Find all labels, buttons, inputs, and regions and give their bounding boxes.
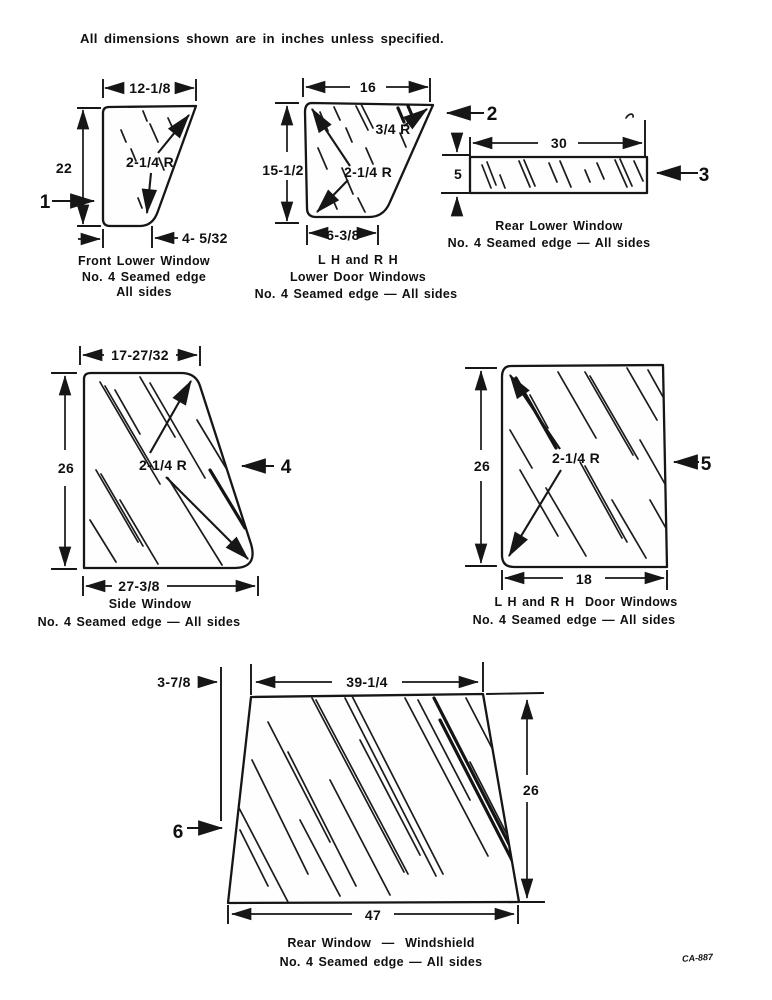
ink-smudge	[626, 114, 633, 118]
dim-width-top: 30	[550, 135, 568, 151]
dim-corner-radius: 2-1/4 R	[125, 154, 175, 170]
dim-corner-radius: 2-1/4 R	[551, 450, 601, 466]
dim-corner-radius-small: 3/4 R	[375, 121, 411, 137]
dim-height-right: 26	[522, 782, 540, 798]
callout-number: 5	[700, 454, 712, 475]
dim-corner-radius: 2-1/4 R	[343, 164, 393, 180]
dim-width-bottom: 18	[575, 571, 593, 587]
dim-width-bottom: 4- 5/32	[182, 230, 228, 246]
dim-corner-radius: 2-1/4 R	[138, 457, 188, 473]
dim-width-bottom: 27-3/8	[118, 578, 160, 594]
dim-height-left: 15-1/2	[262, 162, 304, 178]
figure-caption: No. 4 Seamed edge — All sides	[447, 236, 651, 250]
dim-width-top: 16	[359, 79, 377, 95]
figure-caption: Front Lower Window	[78, 254, 210, 268]
callout-number: 2	[486, 104, 498, 125]
figure-caption: All sides	[116, 285, 172, 299]
dim-height-left: 26	[473, 458, 491, 474]
callout-number: 6	[172, 822, 184, 843]
callout-number: 3	[698, 165, 710, 186]
figure-caption: No. 4 Seamed edge — All sides	[254, 287, 458, 301]
windshield-figure	[157, 663, 544, 969]
figure-caption: L H and R H	[318, 253, 398, 267]
dim-height-left: 5	[453, 166, 463, 182]
figure-caption: Side Window	[108, 597, 192, 611]
figure-caption: No. 4 Seamed edge — All sides	[472, 613, 676, 627]
front-lower-window-figure	[40, 80, 228, 299]
side-window-figure	[38, 347, 292, 629]
figure-caption: No. 4 Seamed edge — All sides	[37, 615, 241, 629]
dim-width-top: 39-1/4	[346, 674, 388, 690]
callout-number: 1	[39, 192, 51, 213]
callout-number: 4	[280, 457, 292, 478]
dim-width-bottom: 47	[364, 907, 382, 923]
dim-height-left: 22	[55, 160, 73, 176]
figure-code: CA-887	[681, 951, 714, 964]
figure-caption: No. 4 Seamed edge	[81, 270, 207, 284]
lower-door-windows-figure	[255, 79, 498, 301]
figure-caption: Rear Lower Window	[495, 219, 623, 233]
rear-lower-window-figure	[442, 114, 709, 250]
figure-caption: Lower Door Windows	[289, 270, 427, 284]
page-note: All dimensions shown are in inches unless specified.	[80, 31, 444, 46]
figure-caption: No. 4 Seamed edge — All sides	[279, 955, 483, 969]
dim-width-bottom: 6-3/8	[326, 227, 360, 243]
dim-offset-top-left: 3-7/8	[157, 674, 191, 690]
dim-width-top: 12-1/8	[129, 80, 171, 96]
dim-height-left: 26	[57, 460, 75, 476]
figure-caption: Rear Window — Windshield	[287, 936, 475, 950]
door-windows-figure	[466, 365, 712, 627]
rear-lower-window-glass	[470, 157, 647, 193]
figure-caption: L H and R H Door Windows	[494, 595, 678, 609]
dim-width-top: 17-27/32	[111, 347, 169, 363]
